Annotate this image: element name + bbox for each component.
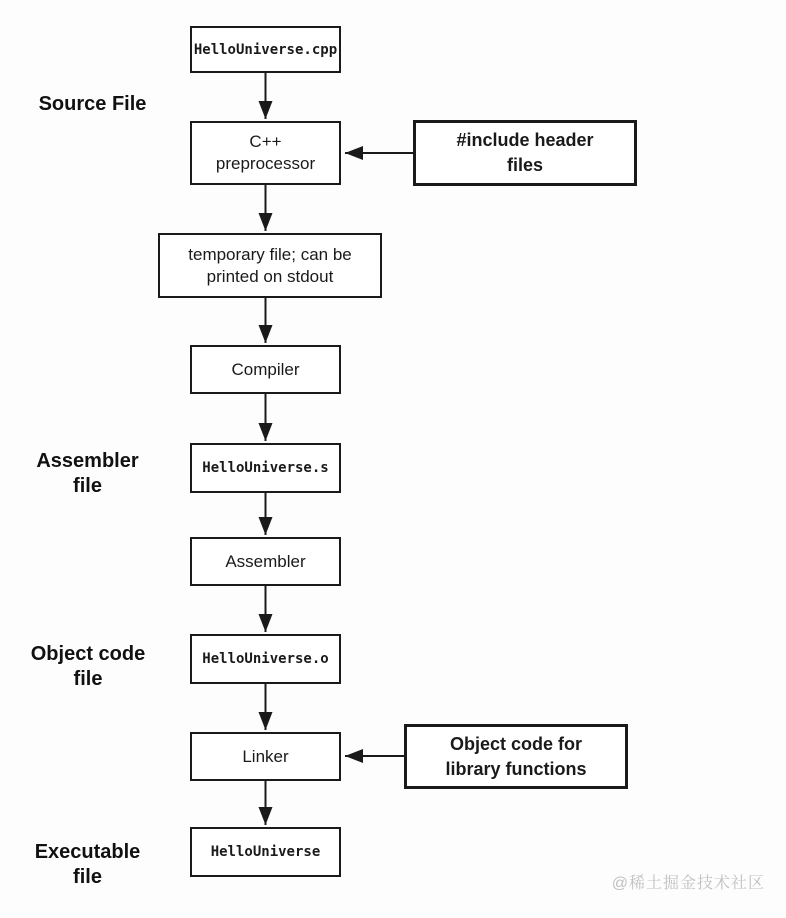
label-executable-file-line1: Executable <box>34 841 141 863</box>
label-source-file-line1: Source File <box>38 93 147 115</box>
label-object-code-file-line2: file <box>73 668 103 690</box>
node-hellouniverse-executable-label: HelloUniverse <box>210 844 321 860</box>
label-assembler-file <box>20 449 155 499</box>
node-library-object-code-label-line1: Object code for <box>449 733 583 754</box>
label-assembler-file-line2: file <box>73 475 102 497</box>
node-hellouniverse-cpp <box>190 26 341 73</box>
label-executable-file <box>20 840 155 890</box>
label-executable-file-line2: file <box>73 866 102 888</box>
node-linker <box>190 732 341 781</box>
node-hellouniverse-executable <box>190 827 341 877</box>
node-include-header-files-label-line1: #include header <box>456 130 594 150</box>
node-hellouniverse-cpp-label: HelloUniverse.cpp <box>193 41 338 58</box>
node-hellouniverse-s <box>190 443 341 493</box>
node-compiler <box>190 345 341 394</box>
node-linker-label: Linker <box>242 746 289 766</box>
node-hellouniverse-o <box>190 634 341 684</box>
label-object-code-file <box>14 642 162 692</box>
node-cpp-preprocessor <box>190 121 341 185</box>
label-object-code-file-line1: Object code <box>30 643 146 665</box>
node-cpp-preprocessor-label-line2: preprocessor <box>215 154 316 173</box>
watermark: @稀土掘金技术社区 <box>611 875 765 892</box>
node-compiler-label: Compiler <box>231 359 300 379</box>
node-include-header-files-label-line2: files <box>506 155 544 175</box>
node-assembler <box>190 537 341 586</box>
node-assembler-label: Assembler <box>225 551 306 571</box>
node-temporary-file-label-line2: printed on stdout <box>206 266 334 286</box>
node-hellouniverse-o-label: HelloUniverse.o <box>202 651 329 667</box>
node-temporary-file <box>158 233 382 298</box>
node-cpp-preprocessor-label-line1: C++ <box>249 132 282 151</box>
node-library-object-code <box>404 724 628 789</box>
label-source-file <box>20 92 165 117</box>
node-library-object-code-label-line2: library functions <box>445 758 587 779</box>
label-assembler-file-line1: Assembler <box>36 450 139 472</box>
node-include-header-files <box>413 120 637 186</box>
node-hellouniverse-s-label: HelloUniverse.s <box>202 460 329 476</box>
node-temporary-file-label-line1: temporary file; can be <box>188 244 352 264</box>
